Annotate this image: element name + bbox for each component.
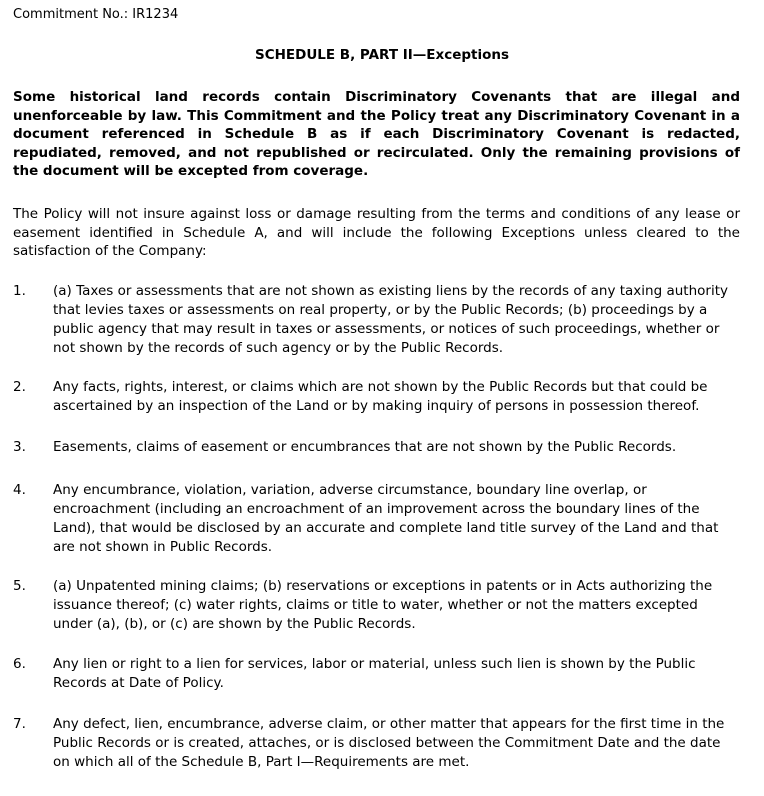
exception-text: Any encumbrance, violation, variation, adverse circumstance, boundary line overlap, or encroachment (including an encroachment of an improvement across the boundary lines of the Land), that would be disclosed by an accurate and complete land title survey of the Land and that are not shown in Public Records.: [53, 482, 719, 555]
exception-number: 1.: [13, 283, 26, 299]
exception-text: Any lien or right to a lien for services, labor or material, unless such lien is shown by the Public Records at Date of Policy.: [53, 656, 696, 691]
exception-number: 2.: [13, 379, 26, 395]
exception-number: 3.: [13, 439, 26, 455]
exception-text: Easements, claims of easement or encumbrances that are not shown by the Public Records.: [53, 439, 677, 455]
discriminatory-covenant-notice: Some historical land records contain Discriminatory Covenants that are illegal and unenforceable by law. This Commitment and the Policy treat any Discriminatory Covenant in a document referenced in Schedule B as if each Discriminatory Covenant is redacted, repudiated, removed, and not republished or recirculated. Only the remaining provisions of the document will be excepted from coverage.: [13, 89, 740, 180]
exception-number: 4.: [13, 482, 26, 498]
exception-text: Any defect, lien, encumbrance, adverse claim, or other matter that appears for the first time in the Public Records or is created, attaches, or is disclosed between the Commitment Date and the date on which all of the Schedule B, Part I—Requirements are met.: [53, 716, 725, 770]
exception-number: 6.: [13, 656, 26, 672]
exception-number: 7.: [13, 716, 26, 732]
commitment-number: Commitment No.: IR1234: [13, 7, 179, 22]
intro-paragraph: The Policy will not insure against loss or damage resulting from the terms and conditions of any lease or easement identified in Schedule A, and will include the following Exceptions unless cleared to the satisfaction of the Company:: [13, 206, 740, 260]
exception-text: (a) Taxes or assessments that are not shown as existing liens by the records of any taxing authority that levies taxes or assessments on real property, or by the Public Records; (b) proceedings by a public agency that may result in taxes or assessments, or notices of such proceedings, whether or not shown by the records of such agency or by the Public Records.: [53, 283, 728, 356]
exception-text: (a) Unpatented mining claims; (b) reservations or exceptions in patents or in Acts authorizing the issuance thereof; (c) water rights, claims or title to water, whether or not the matters excepted under (a), (b), or (c) are shown by the Public Records.: [53, 578, 713, 632]
exception-text: Any facts, rights, interest, or claims which are not shown by the Public Records but that could be ascertained by an inspection of the Land or by making inquiry of persons in possession thereof.: [53, 379, 708, 414]
exception-number: 5.: [13, 578, 26, 594]
page-title: SCHEDULE B, PART II—Exceptions: [254, 47, 510, 63]
